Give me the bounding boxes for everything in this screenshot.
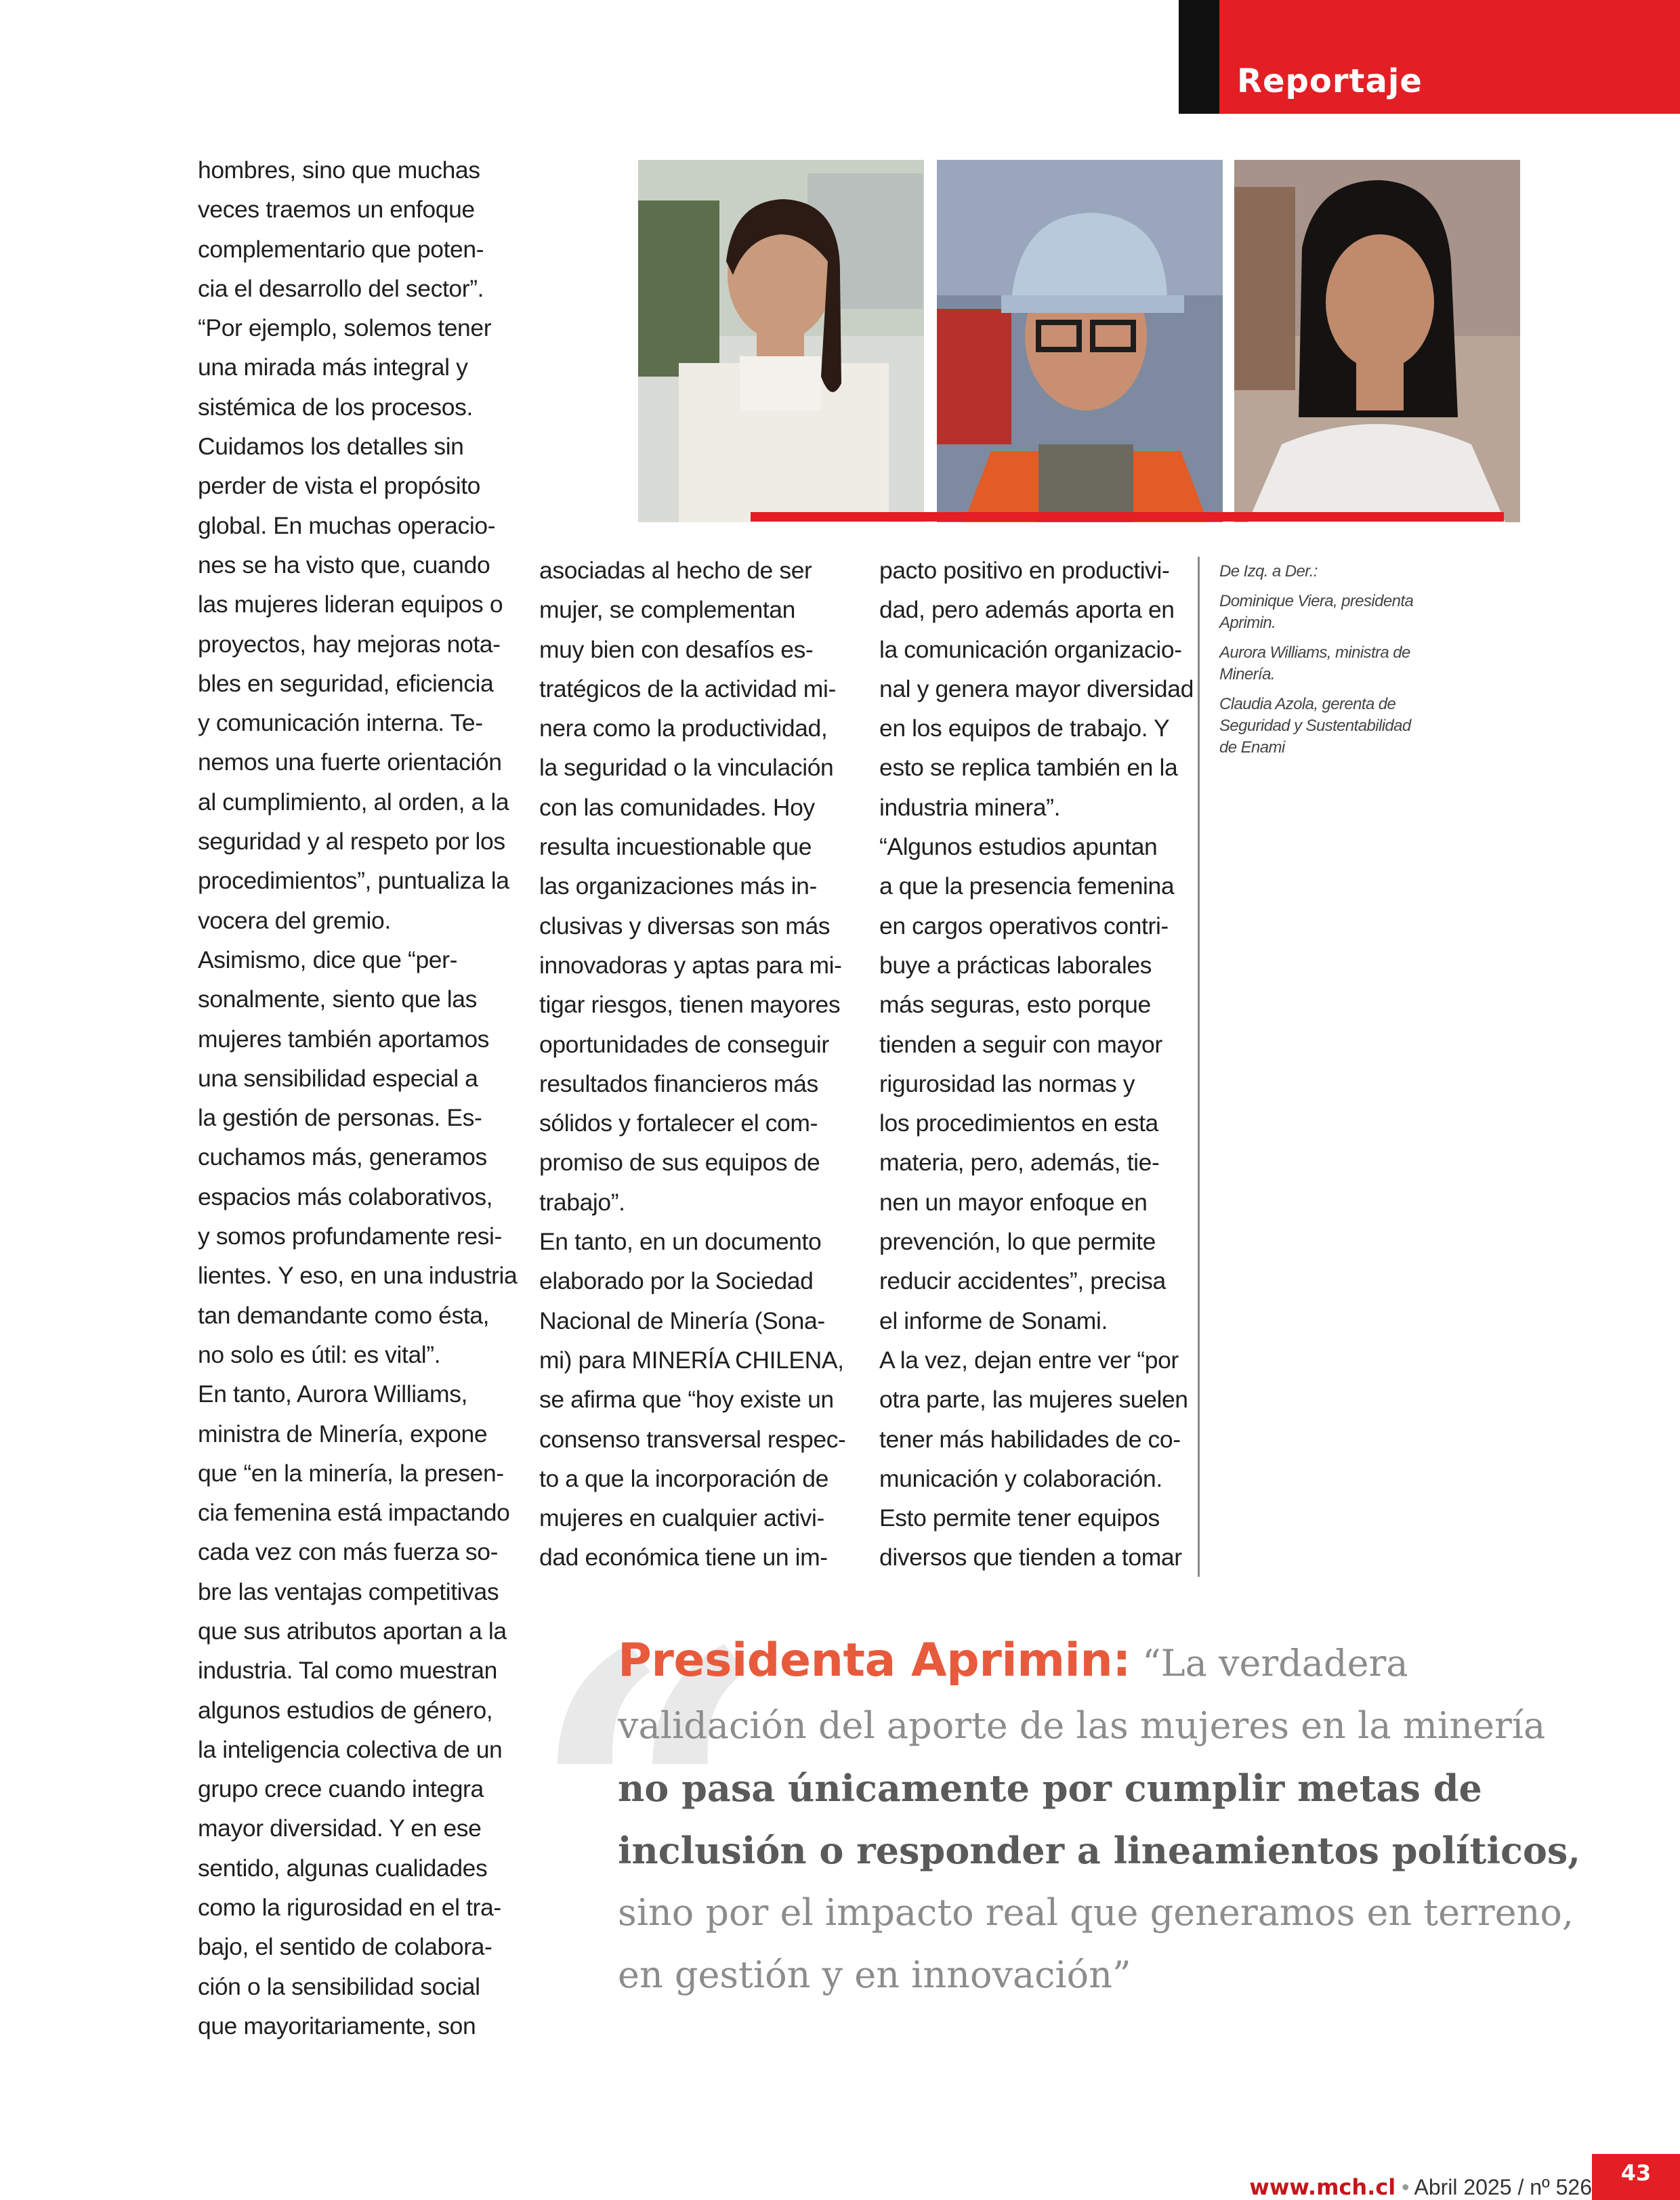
caption-rule — [1198, 557, 1200, 1577]
text-line: al cumplimiento, al orden, a la — [198, 788, 509, 816]
text-line: otra parte, las mujeres suelen — [879, 1386, 1188, 1414]
text-line: mayor diversidad. Y en ese — [198, 1815, 482, 1842]
text-line: En tanto, en un documento — [539, 1228, 822, 1256]
text-line: nal y genera mayor diversidad — [879, 675, 1194, 702]
text-line: sentido, algunas cualidades — [198, 1854, 488, 1882]
text-line: cia femenina está impactando — [198, 1499, 510, 1527]
text-line: ministra de Minería, expone — [198, 1420, 488, 1447]
text-line: que sus atributos aportan a la — [198, 1617, 507, 1645]
text-line: veces traemos un enfoque — [198, 196, 475, 224]
body-column-1 — [198, 150, 518, 2046]
text-line: tienden a seguir con mayor — [879, 1030, 1162, 1058]
quote-line-5: sino por el impacto real que generamos en terreno, — [618, 1891, 1574, 1934]
text-line: seguridad y al respeto por los — [198, 828, 505, 855]
text-line: cuchamos más, generamos — [198, 1143, 487, 1171]
text-line: tener más habilidades de co- — [879, 1425, 1181, 1453]
page-footer — [1249, 2174, 1592, 2200]
text-line: lientes. Y eso, en una industria — [198, 1262, 518, 1290]
quote-line-4: inclusión o responder a lineamientos políticos, — [618, 1829, 1581, 1872]
footer-site-link[interactable]: www.mch.cl — [1249, 2174, 1396, 2200]
text-line: to a que la incorporación de — [539, 1464, 828, 1492]
caption-person-2: Aurora Williams, ministra de Minería. — [1219, 643, 1410, 683]
text-line: global. En muchas operacio- — [198, 511, 496, 539]
text-line: A la vez, dejan entre ver “por — [879, 1346, 1179, 1374]
text-line: mi) para MINERÍA CHILENA, — [539, 1346, 844, 1374]
text-line: perder de vista el propósito — [198, 472, 481, 500]
text-line: cada vez con más fuerza so- — [198, 1538, 499, 1566]
quote-line-2: validación del aporte de las mujeres en la minería — [618, 1704, 1546, 1747]
text-line: sistémica de los procesos. — [198, 393, 473, 421]
quote-mark-icon: “ — [528, 1562, 770, 2055]
text-line: con las comunidades. Hoy — [539, 793, 815, 821]
text-line: y comunicación interna. Te- — [198, 709, 483, 737]
text-line: nera como la productividad, — [539, 715, 828, 742]
text-line: Nacional de Minería (Sona- — [539, 1307, 825, 1334]
text-line: consenso transversal respec- — [539, 1425, 846, 1453]
text-line: muy bien con desafíos es- — [539, 635, 814, 663]
text-line: las mujeres lideran equipos o — [198, 591, 503, 618]
text-line: algunos estudios de género, — [198, 1696, 493, 1724]
text-line: que mayoritariamente, son — [198, 2012, 476, 2039]
footer-issue: Abril 2025 / nº 526 — [1414, 2175, 1592, 2199]
text-line: rigurosidad las normas y — [879, 1070, 1135, 1097]
text-line: una sensibilidad especial a — [198, 1064, 478, 1092]
text-line: industria minera”. — [879, 793, 1061, 821]
text-line: las organizaciones más in- — [539, 872, 817, 900]
photo-dominique-viera — [638, 160, 924, 522]
quote-lead: Presidenta Aprimin: — [618, 1634, 1131, 1687]
text-line: espacios más colaborativos, — [198, 1183, 493, 1210]
photo-accent-bar — [751, 512, 1504, 522]
text-line: ción o la sensibilidad social — [198, 1972, 480, 2000]
text-line: asociadas al hecho de ser — [539, 557, 812, 584]
caption-person-3: Claudia Azola, gerenta de Seguridad y Sustentabilidad de Enami — [1219, 695, 1411, 757]
text-line: oportunidades de conseguir — [539, 1030, 829, 1058]
text-line: mujer, se complementan — [539, 596, 795, 624]
text-line: complementario que poten- — [198, 235, 484, 263]
text-line: la gestión de personas. Es- — [198, 1104, 482, 1132]
caption-person-1: Dominique Viera, presidenta Aprimin. — [1219, 592, 1414, 632]
text-line: buye a prácticas laborales — [879, 951, 1152, 979]
text-line: En tanto, Aurora Williams, — [198, 1380, 468, 1408]
photo-aurora-williams — [937, 160, 1223, 522]
text-line: tan demandante como ésta, — [198, 1301, 490, 1329]
text-line: esto se replica también en la — [879, 754, 1178, 782]
section-label: Reportaje — [1237, 62, 1423, 100]
text-line: tratégicos de la actividad mi- — [539, 675, 836, 702]
text-line: no solo es útil: es vital”. — [198, 1340, 441, 1368]
text-line: hombres, sino que muchas — [198, 156, 480, 184]
photo-claudia-azola — [1234, 160, 1520, 522]
text-line: sonalmente, siento que las — [198, 986, 477, 1013]
text-line: en los equipos de trabajo. Y — [879, 715, 1170, 742]
quote-line-1: “La verdadera — [1130, 1642, 1408, 1685]
text-line: reducir accidentes”, precisa — [879, 1267, 1166, 1295]
text-line: diversos que tienden a tomar — [879, 1544, 1182, 1571]
text-line: que “en la minería, la presen- — [198, 1459, 504, 1487]
text-line: Asimismo, dice que “per- — [198, 946, 457, 973]
text-line: dad económica tiene un im- — [539, 1544, 828, 1571]
text-line: a que la presencia femenina — [879, 872, 1175, 900]
text-line: nen un mayor enfoque en — [879, 1188, 1148, 1216]
text-line: elaborado por la Sociedad — [539, 1267, 814, 1295]
text-line: se afirma que “hoy existe un — [539, 1386, 834, 1414]
text-line: cia el desarrollo del sector”. — [198, 274, 484, 302]
text-line: el informe de Sonami. — [879, 1307, 1108, 1334]
text-line: resultados financieros más — [539, 1070, 818, 1097]
text-line: municación y colaboración. — [879, 1464, 1162, 1492]
quote-line-6: en gestión y en innovación” — [618, 1953, 1131, 1996]
text-line: la comunicación organizacio- — [879, 635, 1182, 663]
text-line: prevención, lo que permite — [879, 1228, 1156, 1256]
text-line: innovadoras y aptas para mi- — [539, 951, 842, 979]
text-line: proyectos, hay mejoras nota- — [198, 630, 501, 658]
photo-caption — [1219, 561, 1423, 767]
body-column-3 — [879, 551, 1194, 1578]
text-line: como la rigurosidad en el tra- — [198, 1894, 501, 1922]
text-line: y somos profundamente resi- — [198, 1223, 502, 1250]
text-line: sólidos y fortalecer el com- — [539, 1109, 818, 1137]
text-line: “Algunos estudios apuntan — [879, 833, 1158, 861]
page-number: 43 — [1592, 2154, 1680, 2200]
text-line: mujeres también aportamos — [198, 1025, 490, 1053]
text-line: procedimientos”, puntualiza la — [198, 867, 509, 895]
quote-line-3: no pasa únicamente por cumplir metas de — [618, 1767, 1482, 1810]
text-line: industria. Tal como muestran — [198, 1657, 497, 1685]
text-line: Esto permite tener equipos — [879, 1504, 1160, 1532]
text-line: pacto positivo en productivi- — [879, 557, 1170, 584]
text-line: una mirada más integral y — [198, 354, 468, 381]
text-line: la seguridad o la vinculación — [539, 754, 834, 782]
text-line: “Por ejemplo, solemos tener — [198, 314, 492, 342]
text-line: más seguras, esto porque — [879, 991, 1151, 1019]
text-line: mujeres en cualquier activi- — [539, 1504, 824, 1532]
text-line: grupo crece cuando integra — [198, 1775, 484, 1803]
text-line: bles en seguridad, eficiencia — [198, 669, 494, 697]
text-line: clusivas y diversas son más — [539, 912, 831, 939]
text-line: los procedimientos en esta — [879, 1109, 1158, 1137]
text-line: tigar riesgos, tienen mayores — [539, 991, 841, 1019]
text-line: promiso de sus equipos de — [539, 1149, 820, 1177]
text-line: materia, pero, además, tie- — [879, 1149, 1160, 1177]
text-line: resulta incuestionable que — [539, 833, 812, 861]
footer-separator: • — [1402, 2175, 1410, 2199]
pull-quote — [618, 1630, 1581, 2006]
text-line: vocera del gremio. — [198, 906, 391, 934]
text-line: trabajo”. — [539, 1188, 625, 1216]
text-line: nemos una fuerte orientación — [198, 748, 502, 776]
text-line: la inteligencia colectiva de un — [198, 1735, 503, 1763]
section-tab-black — [1179, 0, 1219, 114]
body-column-2 — [539, 551, 851, 1578]
text-line: bre las ventajas competitivas — [198, 1578, 499, 1605]
text-line: Cuidamos los detalles sin — [198, 433, 464, 461]
text-line: bajo, el sentido de colabora- — [198, 1933, 492, 1961]
text-line: dad, pero además aporta en — [879, 596, 1175, 624]
text-line: nes se ha visto que, cuando — [198, 551, 490, 578]
text-line: en cargos operativos contri- — [879, 912, 1169, 939]
caption-intro: De Izq. a Der.: — [1219, 562, 1318, 580]
